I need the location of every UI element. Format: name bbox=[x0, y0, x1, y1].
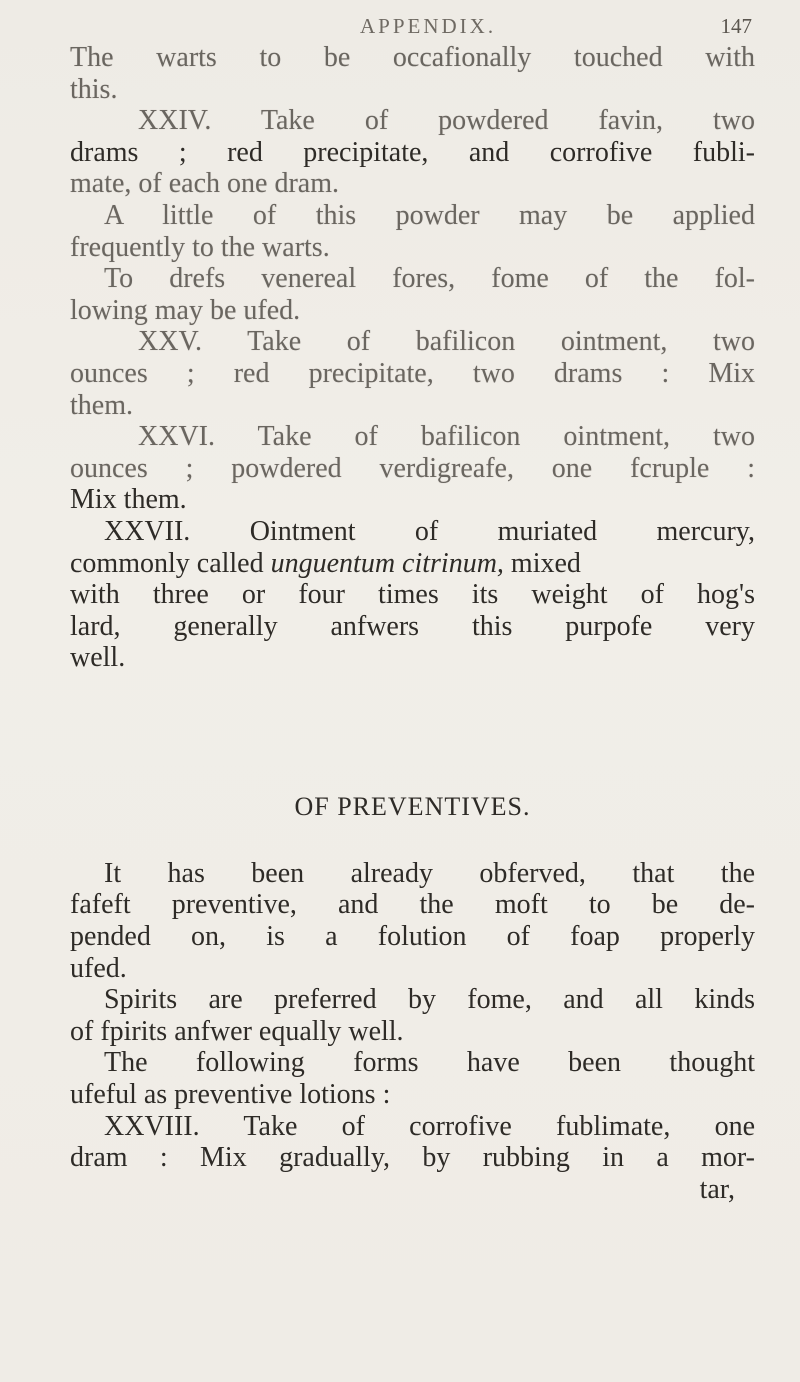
text-line: lard, generally anfwers this purpofe very bbox=[70, 610, 755, 642]
recipe-xxiv-line: XXIV. Take of powdered favin, two bbox=[138, 105, 755, 137]
text-line: them. bbox=[70, 389, 133, 421]
recipe-xxv-line: XXV. Take of bafilicon ointment, two bbox=[138, 326, 755, 358]
text-line: The following forms have been thought bbox=[104, 1047, 755, 1079]
text-line: pended on, is a folution of foap properly bbox=[70, 921, 755, 953]
text-line: lowing may be ufed. bbox=[70, 294, 301, 326]
text-line-unguentum bbox=[70, 548, 755, 580]
page-number: 147 bbox=[720, 14, 752, 38]
text-line: To drefs venereal fores, fome of the fol- bbox=[104, 263, 755, 295]
text-line: Mix them. bbox=[70, 484, 187, 516]
text-line: It has been already obferved, that the bbox=[104, 857, 755, 889]
text-line: fafeft preventive, and the moft to be de- bbox=[70, 889, 755, 921]
text-fragment: commonly called bbox=[70, 547, 264, 579]
text-fragment: mixed bbox=[510, 547, 581, 579]
text-line: of fpirits anfwer equally well. bbox=[70, 1015, 404, 1047]
text-line-warts: The warts to be occafionally touched with bbox=[70, 42, 755, 73]
text-line: with three or four times its weight of hog's bbox=[70, 579, 755, 611]
text-line-this: this. bbox=[70, 73, 118, 105]
catchword: tar, bbox=[699, 1173, 735, 1205]
recipe-xxvi-line: XXVI. Take of bafilicon ointment, two bbox=[138, 421, 755, 453]
text-line: mate, of each one dram. bbox=[70, 168, 339, 200]
text-line: Spirits are preferred by fome, and all kinds bbox=[104, 984, 755, 1016]
text-line: frequently to the warts. bbox=[70, 231, 330, 263]
section-heading: OF PREVENTIVES. bbox=[294, 791, 531, 821]
text-line: ufeful as preventive lotions : bbox=[70, 1079, 391, 1111]
text-line: ounces ; powdered verdigreafe, one fcruple : bbox=[70, 452, 755, 484]
text-line: ufed. bbox=[70, 952, 127, 984]
page-header bbox=[0, 6, 800, 38]
text-line: ounces ; red precipitate, two drams : Mix bbox=[70, 357, 755, 389]
latin-term: unguentum citrinum, bbox=[270, 547, 504, 579]
text-line: dram : Mix gradually, by rubbing in a mor- bbox=[70, 1142, 755, 1174]
recipe-xxviii-line: XXVIII. Take of corrofive fublimate, one bbox=[104, 1110, 755, 1142]
text-line: drams ; red precipitate, and corrofive fubli- bbox=[70, 136, 755, 168]
running-head: APPENDIX. bbox=[360, 14, 497, 38]
recipe-xxvii-line: XXVII. Ointment of muriated mercury, bbox=[104, 515, 755, 547]
page-body bbox=[70, 42, 755, 1205]
text-line: well. bbox=[70, 642, 126, 674]
text-line: A little of this powder may be applied bbox=[104, 199, 755, 231]
